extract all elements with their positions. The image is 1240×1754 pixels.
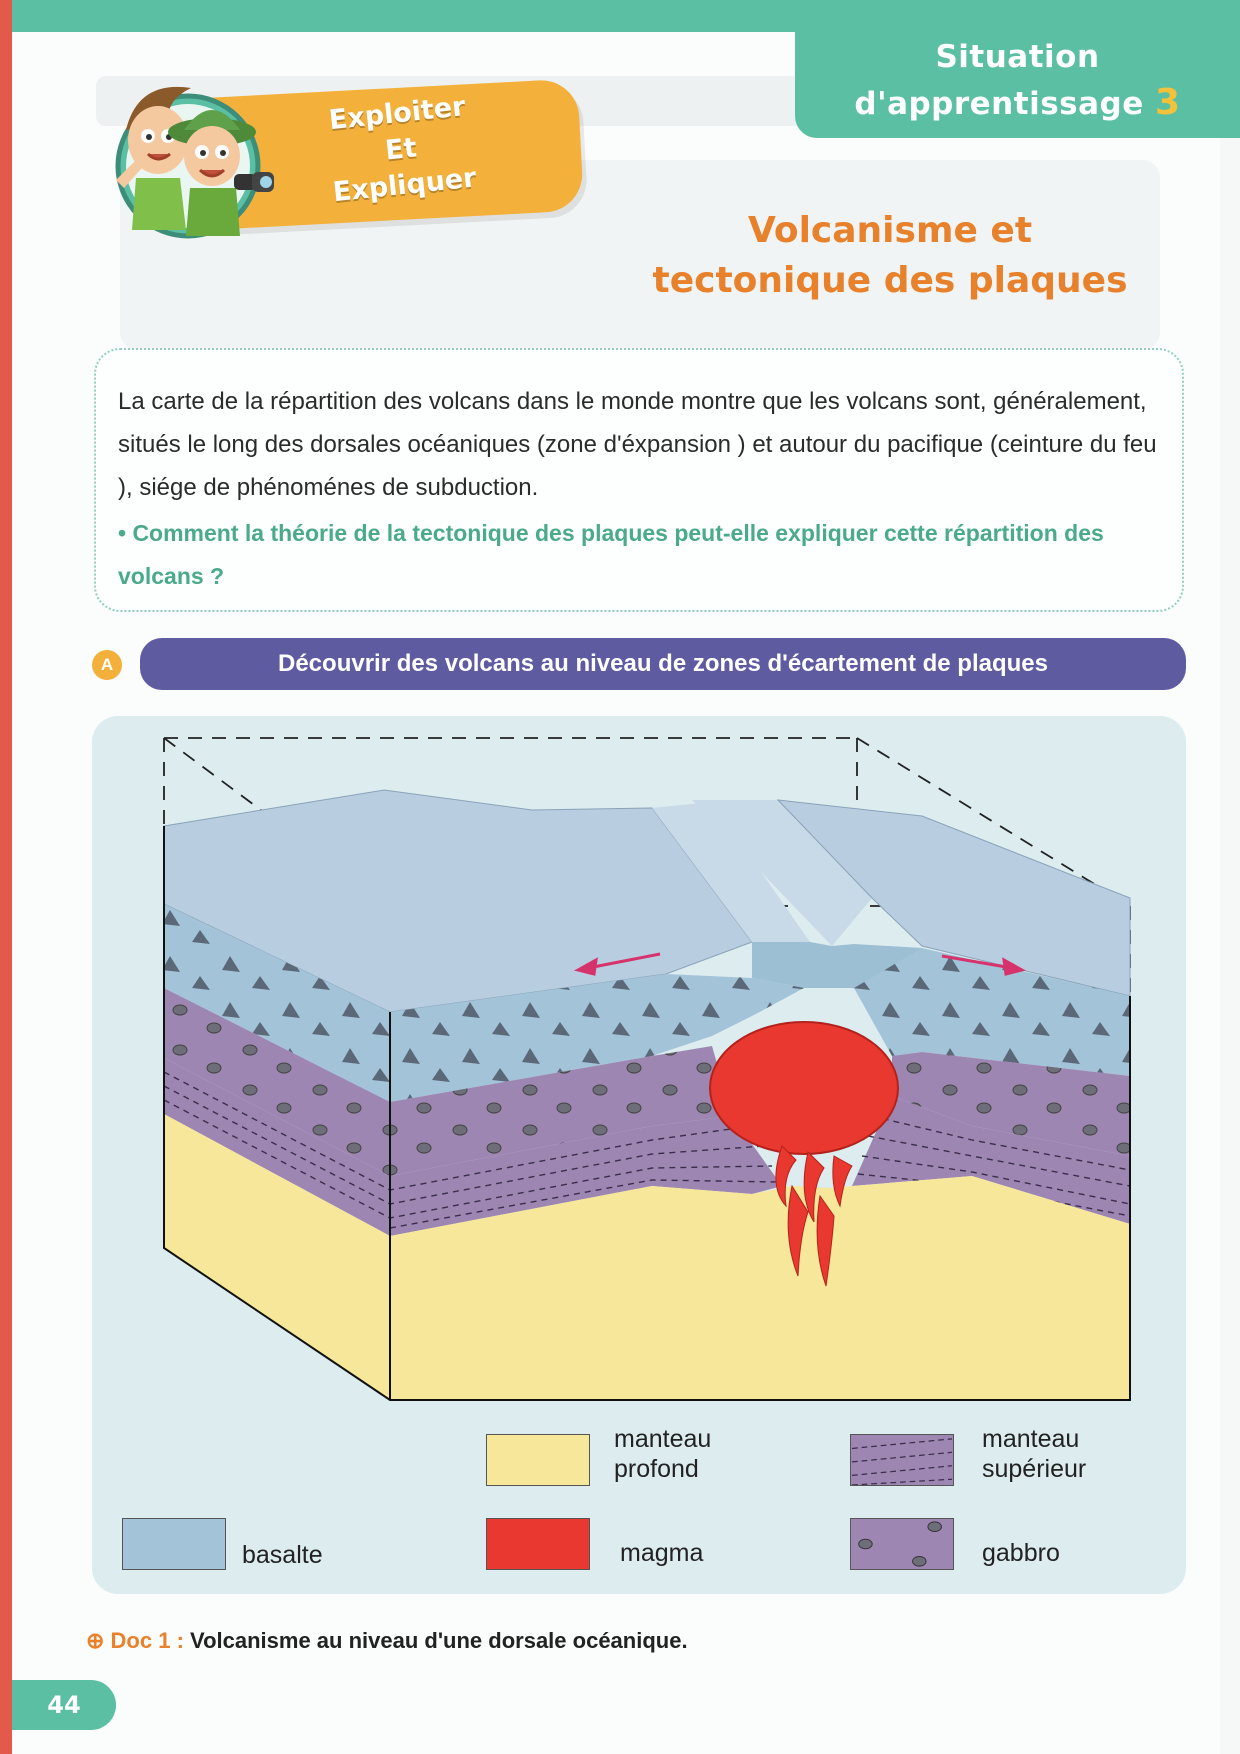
swatch-magma xyxy=(486,1518,590,1570)
swatch-gabbro xyxy=(850,1518,954,1570)
book-spine-edge xyxy=(0,0,12,1754)
section-a-letter: A xyxy=(92,650,122,680)
swatch-manteau-profond xyxy=(486,1434,590,1486)
magma-chamber xyxy=(710,1022,898,1154)
situation-number: 3 xyxy=(1155,82,1181,123)
situation-tab xyxy=(795,30,1240,138)
kids-mascot-icon xyxy=(96,70,276,242)
badge-line2: Et xyxy=(383,132,419,167)
figure-caption xyxy=(86,1628,688,1654)
legend-label-manteau-profond: manteau profond xyxy=(614,1425,712,1483)
situation-line1: Situation xyxy=(935,39,1100,75)
badge-line3: Expliquer xyxy=(331,162,478,209)
top-color-band xyxy=(0,0,1240,32)
legend-label-basalte: basalte xyxy=(242,1541,323,1569)
legend-label-gabbro: gabbro xyxy=(982,1539,1060,1567)
situation-line2: d'apprentissage xyxy=(854,86,1144,122)
section-a-header xyxy=(92,638,1186,690)
title-line1: Volcanisme et xyxy=(747,210,1033,251)
swatch-manteau-superieur xyxy=(850,1434,954,1486)
swatch-basalte xyxy=(122,1518,226,1570)
legend-label-magma: magma xyxy=(620,1539,704,1567)
intro-box xyxy=(94,348,1184,612)
legend-label-manteau-superieur: manteau supérieur xyxy=(982,1425,1087,1483)
title-line2: tectonique des plaques xyxy=(652,260,1128,301)
badge-line1: Exploiter xyxy=(327,91,467,137)
caption-doc-label: Doc 1 : xyxy=(110,1628,184,1653)
exploit-badge xyxy=(96,70,586,242)
section-a-title: Découvrir des volcans au niveau de zones d'écartement de plaques xyxy=(140,638,1186,690)
figure-panel xyxy=(92,716,1186,1594)
intro-paragraph: La carte de la répartition des volcans dans le monde montre que les volcans sont, généralement, situés le long des dorsales océaniques (zone d'éxpansion ) et autour du pacifique (ceinture du feu ), siége de phénoménes de subduction. xyxy=(118,388,1157,501)
doc-arrow-icon: ⊕ xyxy=(86,1628,111,1653)
page-title xyxy=(600,206,1180,306)
caption-text: Volcanisme au niveau d'une dorsale océanique. xyxy=(190,1628,688,1653)
page-number: 44 xyxy=(12,1680,116,1730)
intro-question: • Comment la théorie de la tectonique des plaques peut-elle expliquer cette répartition des volcans ? xyxy=(118,520,1104,589)
